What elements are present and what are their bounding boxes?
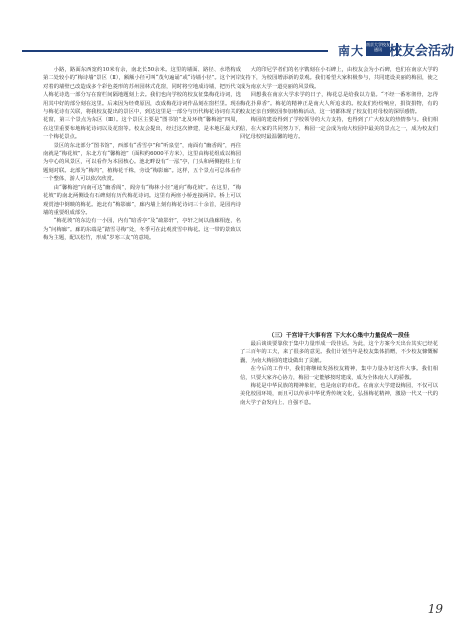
right-column-bottom <box>240 340 438 602</box>
left-column <box>43 66 241 612</box>
section-title: 校友会活动 <box>388 44 454 59</box>
right-bottom-paragraph-2: 在今后的工作中，我们将继续发扬校友精神，集中力量办好这件大事。我们相信，只要大家齐心协力，梅园一定能够按时建成，成为全体南大人的骄傲。 <box>240 366 438 381</box>
header-rule <box>22 50 328 52</box>
right-paragraph-2: 回想我在南京大学求学的日子，梅花总是给我以力量。“不经一番寒彻骨，怎得梅花扑鼻香”。梅花的精神正是南大人所追求的。校友们纷纷响应，捐资捐物，有的校友还亲自到校园参加植梅活动，这一切都体现了校友们对母校的深厚感情。 <box>240 92 438 116</box>
right-paragraph-1: 大的印尼学者们的名字镌刻在小石碑上，由校友会为小石碑，也们在南京大学的支持下，为校园增添新的景观。我们希望大家积极参与，共同建设美丽的梅园，使之成为南京大学一道亮丽的风景线。 <box>240 67 438 90</box>
right-paragraph-3: 梅园的建设得到了学校领导的大力支持，也得到了广大校友的热情参与。我们相信，在大家的共同努力下，梅园一定会成为南大校园中最美的景点之一，成为校友们回忆母校时最温馨的地方。 <box>240 117 438 141</box>
page-number: 19 <box>427 602 443 616</box>
right-bottom-paragraph-1: 最后谈谈要靠依于集中力量形成一段佳话。为此，这个方案今天出台其实已经花了三百年的工夫，来了很多的意见。我们计划当年是校友集体捐赠，不少校友慷慨解囊，为南大梅园的建设做出了贡献。 <box>240 341 438 364</box>
section-subheading: （三）千宫诗千大事有宫 下大水心集中力量促成一段佳 <box>268 333 410 339</box>
left-paragraph-2: 景区的东北部分“图书馆”，西部有“香雪亭”和“听泉堂”，南面有“幽香阁”，再往南就是“梅花坡”，东北方有“馨梅池”（面积约6000平方米），这里由梅花组成以梅园为中心的风景区，可以看作为本园核心。池北畔设有“一泓”亭，门头和两侧抱柱上有题刻对联。北部为“梅坞”，植梅花千株，旁设“梅影廊”。这样，五个景点可总体看作一个整体，游人可以依次欣赏。 <box>43 142 241 183</box>
brand-title: 南大 <box>337 44 364 58</box>
right-column-top <box>240 66 438 316</box>
left-paragraph-3: 由“馨梅池”向南可达“幽香阁”，阁旁有“梅林小径”通向“梅花坡”。在这里，“梅花坡”的南北两侧设有石碑刻有历代梅花诗词。这里有两座小桥连接两岸。桥上可以观赏池中倒映的梅花。池北有“梅影廊”，廊内墙上刻有梅花诗词三十余首，是园内诗墙的重要组成部分。 <box>43 184 241 216</box>
left-paragraph-4: “梅花坡”的东边有一小园，内有“暗香亭”及“疏影轩”，亭轩之间以曲廊相连，名为“问梅廊”。廊的东端是“踏雪寻梅”处，冬季可在此观赏雪中梅花。这一带的景致以梅为主题，配以松竹，形成“岁寒三友”的意境。 <box>43 218 241 242</box>
brand-tag: 南京大学校友通讯 <box>366 41 390 56</box>
page-header <box>22 40 454 58</box>
right-bottom-paragraph-3: 梅花是中华民族的精神象征，也是南京的市花。在南京大学建设梅园，不仅可以美化校园环境，而且可以传承中华优秀传统文化，弘扬梅花精神，激励一代又一代的南大学子奋发向上、自强不息。 <box>240 383 438 406</box>
left-paragraph-1: 小路，路面东西宽约10米有余，南北长50余米。这里的墙面、路径、水塔构成第二处较小的“梅诗墙”景区（Ⅱ），额额小径可叫“茂句遍诵”或“诗墙小径”。这个河岸对着的墙壁已改造成多个彩色菱形的苏州园林式花窗，同时将空地成诗墙，把历代文人梅花诗选一部分写在窗栏间隔地题刻上去。我们也向学校的校友征集梅花诗词，选用其中好的部分刻在这里。后来因为经费原因，改成梅花诗词作品刻在窗栏里。现在与梅花诗有关联，将我校友提出的景区中，到达这里是一部分与历代梅花诗词有关的花窗，第三个景点为东区（Ⅲ）。这个景区主要是“图书馆”北及环绕“馨梅池”四周，在这里重要布地梅花诗词以及花窗等。校友会提出，经过这次修建，是本地区最大的一个梅花景点。 <box>43 67 241 141</box>
